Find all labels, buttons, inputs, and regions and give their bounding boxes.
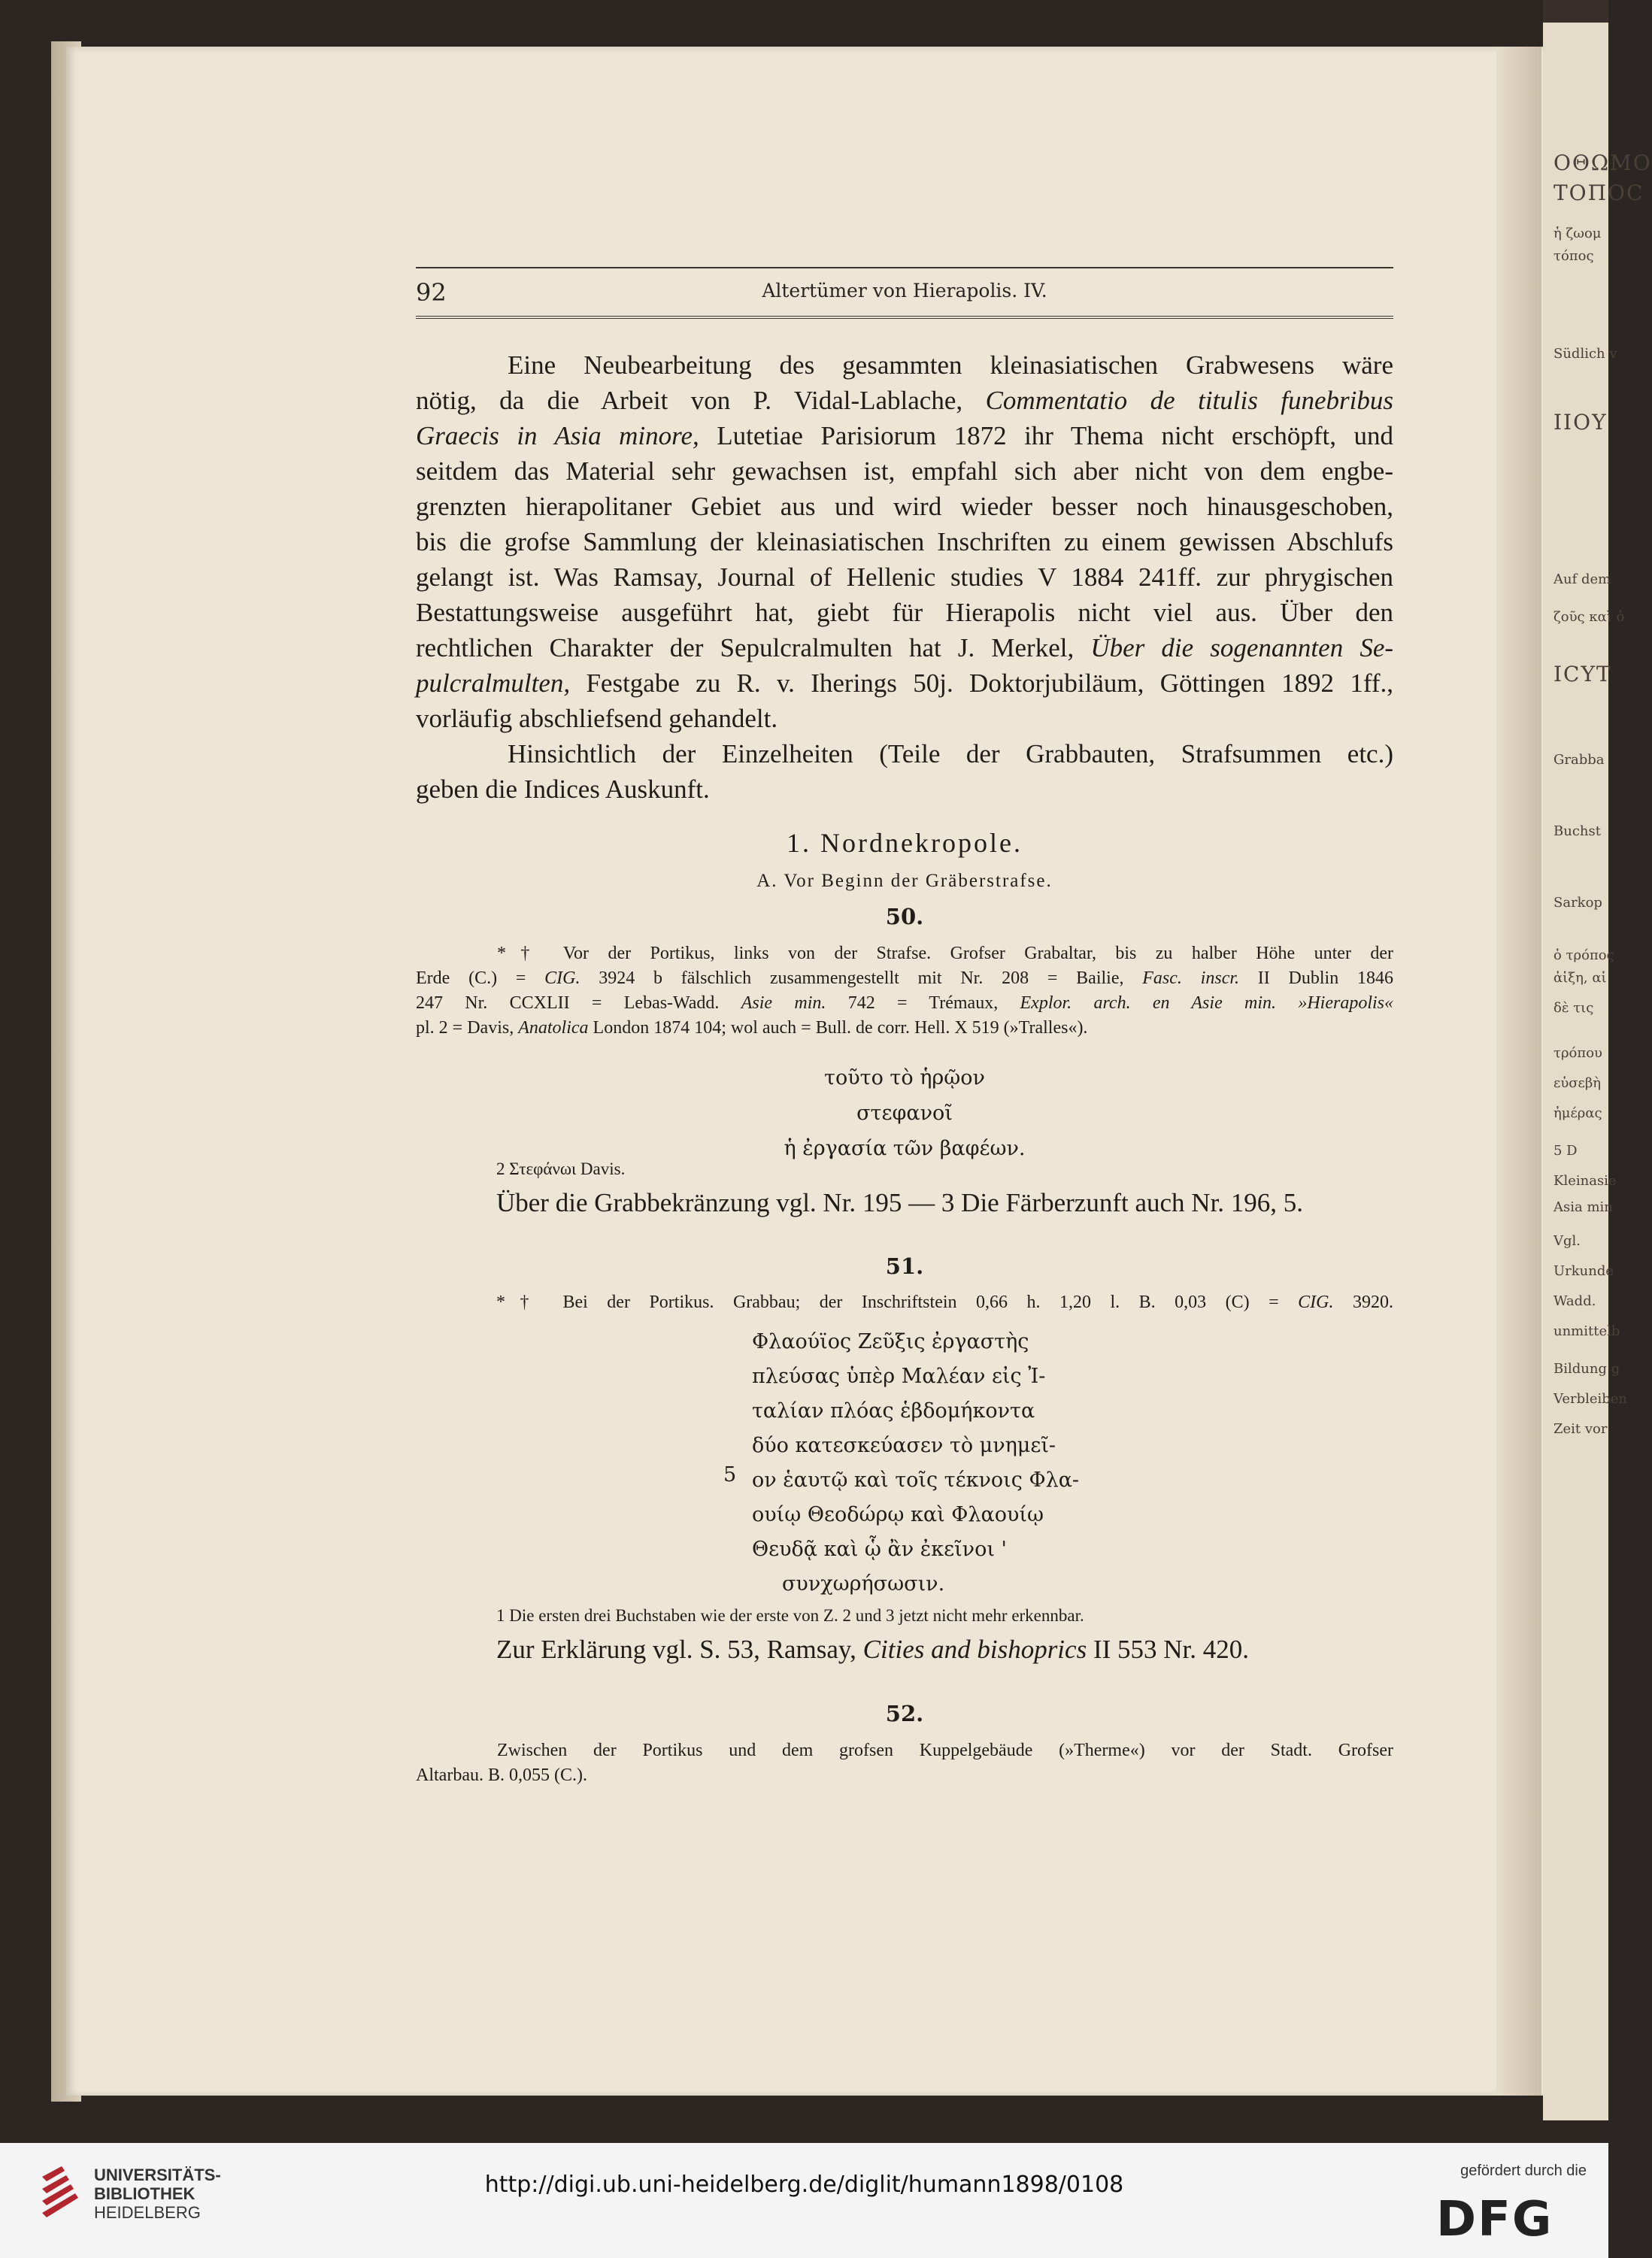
text-span: Erde (C.) = (416, 968, 545, 988)
next-page-fragment: τρόπου (1553, 1045, 1602, 1061)
section-heading: 1. Nordnekropole. (787, 828, 1023, 858)
text-line: Hinsichtlich der Einzelheiten (Teile der Grabbauten, Strafsummen etc.) (508, 739, 1393, 768)
text-line (416, 991, 1393, 1016)
inscription-line: πλεύσας ὑπὲρ Μαλέαν εἰς Ἰ- (752, 1365, 1046, 1388)
text-span: 247 Nr. CCXLII = Lebas-Wadd. (416, 993, 741, 1013)
entry-number-52: 52. (885, 1701, 924, 1726)
next-page-fragment: ὁ τρόπος (1553, 947, 1614, 963)
italic-title: Commentatio de titulis funebribus (985, 386, 1394, 415)
spine-shade (1496, 47, 1541, 2096)
next-page-fragment: Buchst (1553, 823, 1601, 839)
italic-ref: CIG. (544, 968, 580, 988)
next-page-fragment: Sarkop (1553, 895, 1602, 911)
entry-number-50: 50. (885, 904, 924, 929)
inscription-line: ἡ ἐργασία τῶν βαφέων. (784, 1137, 1026, 1160)
entry-number-51: 51. (885, 1253, 924, 1279)
entry-50-inscription (416, 1060, 1393, 1166)
next-page-fragment: ΟΘΩΜΟ (1553, 150, 1652, 175)
text-span: II Dublin 1846 (1239, 968, 1393, 988)
next-page-fragment: Kleinasie (1553, 1173, 1617, 1189)
text-line: geben die Indices Auskunft. (416, 774, 710, 804)
next-page-fragment: Urkunde (1553, 1263, 1614, 1279)
text-span: London 1874 104; wol auch = Bull. de corr. Hell. X 519 (»Tralles«). (588, 1018, 1088, 1038)
inscription-line: συνχωρήσωσιν. (782, 1572, 945, 1596)
header-double-rule (416, 316, 1393, 322)
subsection-heading: A. Vor Beginn der Gräberstrafse. (756, 871, 1053, 891)
text-line: grenzten hierapolitaner Gebiet aus und wird wieder besser noch hinausgeschoben, (416, 492, 1393, 521)
next-page-fragment: δὲ τις (1553, 1000, 1594, 1016)
text-span: pl. 2 = Davis, (416, 1018, 519, 1038)
funded-by-label: gefördert durch die (1460, 2163, 1587, 2179)
inscription-line: Φλαούϊος Ζεῦξις ἐργαστὴς (752, 1330, 1029, 1353)
library-name-line: HEIDELBERG (94, 2203, 201, 2222)
inscription-line: ουίῳ Θεοδώρῳ καὶ Φλαουίῳ (752, 1503, 1044, 1526)
text-span: 3924 b fälschlich zusammengestellt mit Nr. 208 = Bailie, (580, 968, 1143, 988)
text-span: nötig, da die Arbeit von P. Vidal-Lablache, (416, 386, 986, 415)
next-page-fragment: Vgl. (1553, 1233, 1581, 1249)
running-title: Altertümer von Hierapolis. IV. (762, 280, 1047, 302)
next-page-fragment: unmittelb (1553, 1323, 1620, 1339)
entry-50-comment: Über die Grabbekränzung vgl. Nr. 195 — 3 Die Färberzunft auch Nr. 196, 5. (496, 1188, 1304, 1217)
text-span: II 553 Nr. 420. (1087, 1635, 1250, 1664)
text-span: Festgabe zu R. v. Iherings 50j. Doktorjubiläum, Göttingen 1892 1ff., (570, 668, 1393, 698)
italic-ref: Fasc. inscr. (1142, 968, 1240, 988)
text-line (416, 418, 1393, 453)
text-line: Altarbau. B. 0,055 (C.). (416, 1765, 587, 1785)
next-page-fragment: Auf dem (1553, 571, 1611, 587)
entry-50-note: 2 Στεφάνωι Davis. (496, 1159, 626, 1178)
next-page-fragment: 5 D (1553, 1143, 1578, 1159)
entry-51-comment (496, 1635, 1249, 1665)
inscription-line: ταλίαν πλόας ἑβδομήκοντα (752, 1399, 1035, 1423)
next-page-fragment: εὐσεβὴ (1553, 1075, 1602, 1091)
italic-ref: Explor. arch. en Asie min. »Hierapolis« (1020, 993, 1394, 1013)
text-line (416, 665, 1393, 701)
text-line: *† Vor der Portikus, links von der Strafse. Grofser Grabaltar, bis zu halber Höhe unter der (497, 944, 1393, 963)
italic-title: pulcralmulten, (416, 668, 571, 698)
library-name-line: BIBLIOTHEK (94, 2184, 196, 2203)
next-page-fragment: ἠμέρας (1553, 1105, 1602, 1121)
text-line: gelangt ist. Was Ramsay, Journal of Hellenic studies V 1884 241ff. zur phrygischen (416, 562, 1393, 592)
text-span: Lutetiae Parisiorum 1872 ihr Thema nicht erschöpft, und (699, 421, 1394, 450)
text-line: Zwischen der Portikus und dem grofsen Kuppelgebäude (»Therme«) vor der Stadt. Grofser (497, 1741, 1393, 1760)
next-page-fragment: ἡ ζωομ (1553, 226, 1602, 241)
italic-title: Graecis in Asia minore, (416, 421, 699, 450)
text-line: Eine Neubearbeitung des gesammten kleinasiatischen Grabwesens wäre (508, 350, 1393, 380)
next-page-fragment: Bildung g (1553, 1361, 1620, 1377)
entry-51-description (496, 1290, 1393, 1315)
entry-51-note: 1 Die ersten drei Buchstaben wie der erste von Z. 2 und 3 jetzt nicht mehr erkennbar. (496, 1606, 1084, 1625)
italic-ref: CIG. (1298, 1293, 1334, 1312)
page-number: 92 (416, 278, 447, 307)
entry-51-inscription (752, 1325, 1079, 1602)
intro-paragraph (416, 347, 1393, 807)
text-line: bis die grofse Sammlung der kleinasiatischen Inschriften zu einem gewissen Abschlufs (416, 527, 1393, 556)
text-span: *† Bei der Portikus. Grabbau; der Inschriftstein 0,66 h. 1,20 l. B. 0,03 (C) = (496, 1293, 1299, 1312)
next-page-top (1543, 0, 1608, 23)
italic-ref: Cities and bishoprics (862, 1635, 1087, 1664)
next-page-fragment: Verbleiben (1553, 1391, 1628, 1407)
next-page-fragment: Grabba (1553, 752, 1605, 768)
text-line: Bestattungsweise ausgeführt hat, giebt für Hierapolis nicht viel aus. Über den (416, 598, 1393, 627)
next-page-fragment: ΤΟΠΟC (1553, 180, 1644, 205)
text-line: seitdem das Material sehr gewachsen ist, empfahl sich aber nicht von dem engbe- (416, 456, 1393, 486)
text-span: Zur Erklärung vgl. S. 53, Ramsay, (496, 1635, 863, 1664)
italic-ref: Asie min. (741, 993, 826, 1013)
inscription-line: Θευδᾷ καὶ ᾧ ἂν ἐκεῖνοι ' (752, 1538, 1007, 1561)
entry-52-description (416, 1738, 1393, 1788)
text-line (416, 630, 1393, 665)
inscription-line: στεφανοῖ (856, 1102, 953, 1125)
text-span: 3920. (1333, 1293, 1394, 1312)
text-line: vorläufig abschliefsend gehandelt. (416, 704, 778, 733)
text-span: 742 = Trémaux, (826, 993, 1020, 1013)
next-page-fragment: Südlich v (1553, 346, 1617, 362)
header-rule (416, 267, 1393, 268)
inscription-line: ον ἑαυτῷ καὶ τοῖς τέκνοις Φλα- (752, 1468, 1080, 1492)
line-marker: 5 (723, 1463, 737, 1487)
next-page-fragment: τόπος (1553, 248, 1594, 264)
dfg-logo[interactable]: DFG (1436, 2192, 1553, 2247)
text-line (416, 1016, 1393, 1041)
library-name-line: UNIVERSITÄTS- (94, 2166, 221, 2184)
text-span: rechtlichen Charakter der Sepulcralmulten hat J. Merkel, (416, 633, 1091, 662)
next-page-fragment: Wadd. (1553, 1293, 1596, 1309)
next-page-fragment: Asia min (1553, 1199, 1613, 1215)
entry-50-description (416, 941, 1393, 1041)
next-page-fragment: ΙΙΟΥ (1553, 410, 1608, 435)
viewer-footer (0, 2143, 1608, 2258)
inscription-line: δύο κατεσκεύασεν τὸ μνημεῖ- (752, 1434, 1056, 1457)
next-page-fragment: Zeit vor (1553, 1421, 1608, 1437)
next-page-fragment: ζοῦς καὶ ὁ (1553, 609, 1625, 625)
next-page-fragment: ἀἱξη, αἱ (1553, 970, 1607, 986)
permalink-url[interactable]: http://digi.ub.uni-heidelberg.de/diglit/humann1898/0108 (484, 2172, 1124, 2198)
next-page-edge (1543, 15, 1608, 2120)
text-line (416, 966, 1393, 991)
text-line (416, 383, 1393, 418)
italic-ref: Anatolica (518, 1018, 589, 1038)
next-page-fragment: ΙCYT (1553, 662, 1612, 686)
italic-title: Über die sogenannten Se- (1090, 633, 1394, 662)
inscription-line: τοῦτο τὸ ἡρῷον (824, 1066, 985, 1090)
